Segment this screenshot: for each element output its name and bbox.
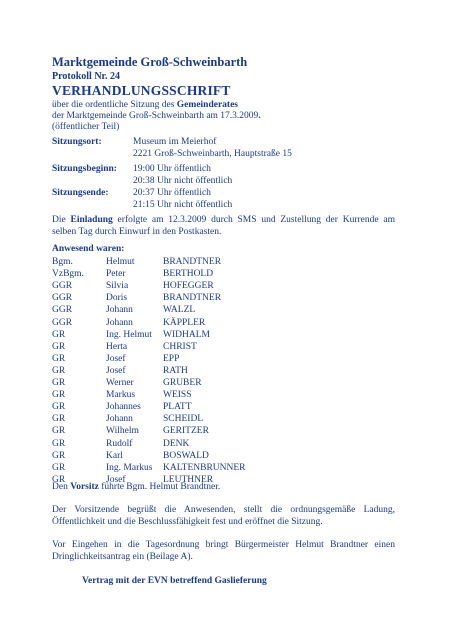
place-value-2: 2221 Groß-Schweinbarth, Hauptstraße 15 xyxy=(133,149,292,159)
intro-line-1 xyxy=(52,100,238,110)
place-value-1: Museum im Meierhof xyxy=(133,137,217,147)
end-value-1: 20:37 Uhr öffentlich xyxy=(133,188,211,198)
attendee-title: GR xyxy=(52,390,66,401)
intro-council-term: Gemeinderates xyxy=(176,100,238,110)
attendee-first-name: Johann xyxy=(106,414,133,425)
attendee-title: GR xyxy=(52,450,66,461)
chair-pre: Den xyxy=(52,482,71,492)
attendee-title: GR xyxy=(52,365,66,376)
end-label: Sitzungsende: xyxy=(52,188,109,198)
attendee-title: GGR xyxy=(52,317,73,328)
municipality-heading: Marktgemeinde Groß-Schweinbarth xyxy=(52,55,248,69)
attendee-first-name: Rudolf xyxy=(106,438,133,449)
attendee-first-name: Peter xyxy=(106,269,126,280)
attendee-title: GGR xyxy=(52,293,73,304)
attendee-first-name: Johann xyxy=(106,317,133,328)
attendee-last-name: BOSWALD xyxy=(163,450,209,461)
invitation-paragraph xyxy=(52,214,395,238)
attendee-last-name: GRUBER xyxy=(163,378,202,388)
urgency-paragraph: Vor Eingehen in die Tagesordnung bringt Bürgermeister Helmut Brandtner einen Dringlichkeitsantrag ein (Beilage A). xyxy=(52,540,395,562)
attendee-first-name: Johann xyxy=(106,305,133,316)
attendee-title: GR xyxy=(52,329,66,340)
attendee-title: GR xyxy=(52,402,66,413)
attendee-last-name: WIDHALM xyxy=(163,329,210,340)
place-label: Sitzungsort: xyxy=(52,137,102,147)
attendee-first-name: Josef xyxy=(106,365,126,376)
attendee-title: Bgm. xyxy=(52,257,73,267)
intro-line-1-text: über die ordentliche Sitzung des xyxy=(52,100,177,110)
invitation-bold: Einladung xyxy=(70,215,113,225)
intro-line-2-text: der Marktgemeinde Groß-Schweinbarth am 17.3.2009 xyxy=(52,111,259,121)
attendee-last-name: BERTHOLD xyxy=(163,269,214,280)
attendee-first-name: Ing. Markus xyxy=(106,462,153,473)
attendee-last-name: BRANDTNER xyxy=(163,257,222,267)
attendee-last-name: KÄPPLER xyxy=(163,317,206,328)
attendee-last-name: SCHEIDL xyxy=(163,414,204,425)
attendee-first-name: Wilhelm xyxy=(106,426,139,437)
attendee-last-name: BRANDTNER xyxy=(163,293,222,304)
attendee-title: GGR xyxy=(52,305,73,316)
begin-label: Sitzungsbeginn: xyxy=(52,164,117,174)
attendee-last-name: WEISS xyxy=(163,390,192,401)
attendee-first-name: Doris xyxy=(106,293,128,304)
attendee-title: GR xyxy=(52,378,66,388)
attendee-first-name: Werner xyxy=(106,378,134,388)
attendee-first-name: Helmut xyxy=(106,257,135,267)
attendee-title: GR xyxy=(52,426,66,437)
intro-line-3: (öffentlicher Teil) xyxy=(52,122,120,132)
attendee-title: VzBgm. xyxy=(52,269,84,280)
chair-bold: Vorsitz xyxy=(70,482,99,492)
attendee-last-name: DENK xyxy=(163,438,190,449)
attendee-last-name: WALZL xyxy=(163,305,196,316)
attendee-title: GR xyxy=(52,353,66,364)
attendee-first-name: Markus xyxy=(106,390,136,401)
chair-paragraph xyxy=(52,481,395,493)
attendee-last-name: RATH xyxy=(163,365,188,376)
end-value-2: 21:15 Uhr nicht öffentlich xyxy=(133,200,233,210)
attendee-first-name: Karl xyxy=(106,450,123,461)
attendee-title: GR xyxy=(52,462,66,473)
attendee-title: GR xyxy=(52,341,66,352)
protocol-number: Protokoll Nr. 24 xyxy=(52,71,121,82)
attendee-title: GGR xyxy=(52,281,73,292)
attendee-last-name: HOFEGGER xyxy=(163,281,214,292)
attendee-title: GR xyxy=(52,414,66,425)
attendee-first-name: Josef xyxy=(106,353,126,364)
begin-value-2: 20:38 Uhr nicht öffentlich xyxy=(133,176,233,186)
welcome-paragraph: Der Vorsitzende begrüßt die Anwesenden, stellt die ordnungsgemäße Ladung, Öffentlichkeit und die Beschlussfähigkeit fest und eröffnet die Sitzung. xyxy=(52,505,395,527)
attendee-first-name: Silvia xyxy=(106,281,129,292)
agenda-item-heading: Vertrag mit der EVN betreffend Gaslieferung xyxy=(82,576,267,586)
attendance-heading: Anwesend waren: xyxy=(52,244,125,254)
invitation-post: erfolgte am 12.3.2009 durch SMS und Zustellung der Kurrende am selben Tag durch Einwurf in den Postkasten. xyxy=(52,215,396,237)
attendee-first-name: Josef xyxy=(106,474,126,485)
attendee-last-name: PLATT xyxy=(163,402,192,413)
attendee-first-name: Herta xyxy=(106,341,128,352)
chair-post: führte Bgm. Helmut Brandtner. xyxy=(98,482,221,492)
attendee-last-name: EPP xyxy=(163,353,180,364)
attendee-last-name: CHRIST xyxy=(163,341,197,352)
attendee-first-name: Ing. Helmut xyxy=(106,329,152,340)
attendee-last-name: KALTENBRUNNER xyxy=(163,462,246,473)
document-title: VERHANDLUNGSSCHRIFT xyxy=(52,83,231,98)
attendee-first-name: Johannes xyxy=(106,402,141,413)
attendee-title: GR xyxy=(52,474,66,485)
attendee-last-name: GERITZER xyxy=(163,426,209,437)
intro-line-2-dot: . xyxy=(258,111,261,121)
attendee-last-name: LEUTHNER xyxy=(163,474,214,485)
invitation-pre: Die xyxy=(52,215,71,225)
begin-value-1: 19:00 Uhr öffentlich xyxy=(133,164,211,174)
intro-line-2 xyxy=(52,111,261,121)
attendee-title: GR xyxy=(52,438,66,449)
